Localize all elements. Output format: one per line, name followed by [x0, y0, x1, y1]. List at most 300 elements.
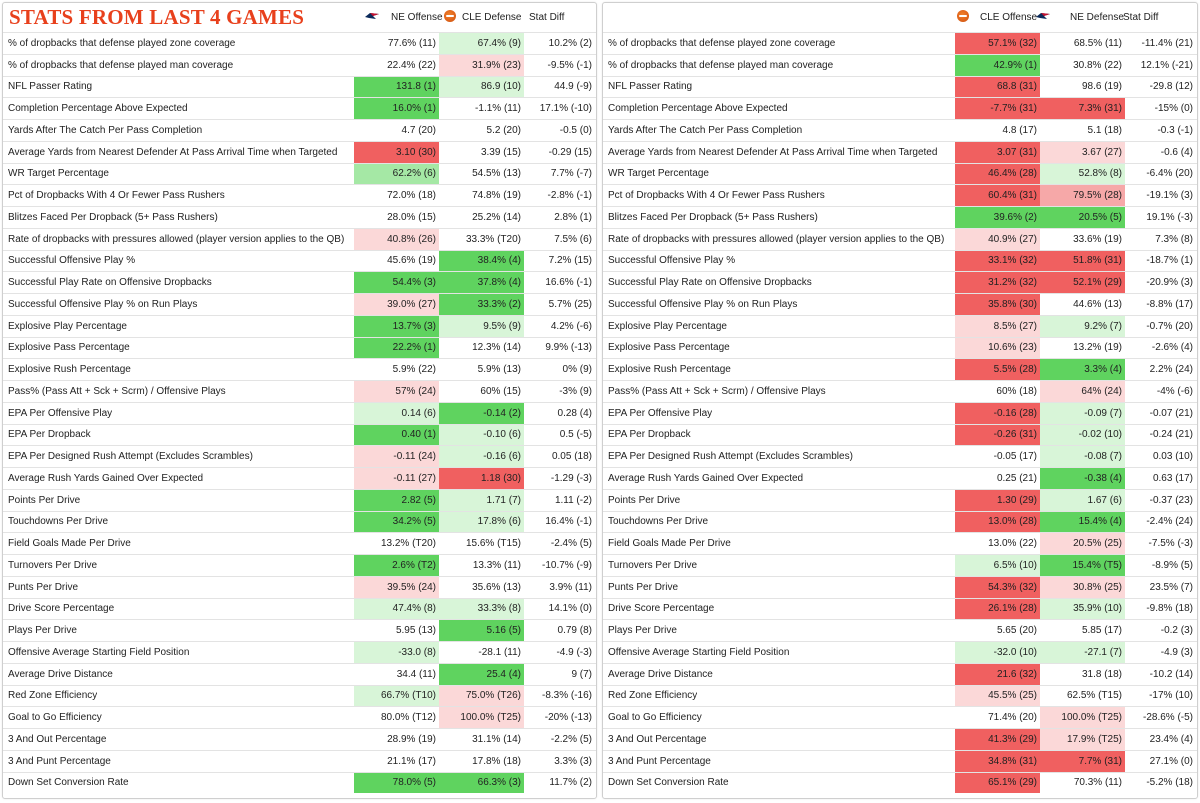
- stat-value-offense: 57% (24): [354, 381, 439, 402]
- stat-value-defense: 75.0% (T26): [439, 686, 524, 707]
- stat-diff-value: -19.1% (3): [1146, 190, 1193, 202]
- ne-offense-vs-cle-defense-table: [2, 2, 597, 799]
- stat-label: Goal to Go Efficiency: [8, 712, 102, 724]
- stat-label: % of dropbacks that defense played man coverage: [8, 59, 234, 71]
- stat-value-defense: -0.08 (7): [1040, 446, 1125, 467]
- stat-value-defense: 1.67 (6): [1040, 490, 1125, 511]
- stat-diff-value: 7.2% (15): [548, 255, 592, 267]
- stat-label: EPA Per Designed Rush Attempt (Excludes Scrambles): [8, 451, 253, 463]
- table-row: [3, 619, 596, 641]
- stat-value-defense: 37.8% (4): [439, 272, 524, 293]
- stat-label: Successful Offensive Play %: [608, 255, 736, 267]
- stat-value-defense: -0.10 (6): [439, 425, 524, 446]
- stat-value-defense: 54.5% (13): [472, 168, 521, 180]
- stat-value-defense: 3.3% (4): [1040, 359, 1125, 380]
- stat-value-offense: 5.95 (13): [395, 625, 436, 637]
- table-row: [603, 424, 1197, 446]
- stat-label: Goal to Go Efficiency: [608, 712, 702, 724]
- stat-label: Successful Play Rate on Offensive Dropbacks: [8, 277, 212, 289]
- table-row: [603, 141, 1197, 163]
- stat-label: Red Zone Efficiency: [608, 690, 698, 702]
- col-header-ne-defense: NE Defense: [1070, 12, 1124, 23]
- stat-value-offense: 62.2% (6): [354, 164, 439, 185]
- patriots-logo-icon: [364, 11, 380, 21]
- table-row: [603, 54, 1197, 76]
- stat-value-defense: 51.8% (31): [1040, 251, 1125, 272]
- stat-label: Successful Offensive Play % on Run Plays: [608, 298, 798, 310]
- stat-value-defense: 38.4% (4): [439, 251, 524, 272]
- stat-diff-value: 19.1% (-3): [1146, 211, 1193, 223]
- stat-value-defense: 15.4% (4): [1040, 512, 1125, 533]
- stat-label: Explosive Rush Percentage: [608, 364, 731, 376]
- stat-label: % of dropbacks that defense played zone coverage: [608, 37, 836, 49]
- stat-value-defense: 52.1% (29): [1040, 272, 1125, 293]
- stat-diff-value: -8.8% (17): [1146, 298, 1193, 310]
- stat-value-defense: 33.3% (2): [439, 294, 524, 315]
- stat-value-defense: 1.18 (30): [439, 468, 524, 489]
- table-row: [603, 532, 1197, 554]
- stat-value-defense: -0.09 (7): [1040, 403, 1125, 424]
- stat-label: Successful Offensive Play % on Run Plays: [8, 298, 198, 310]
- stat-label: Pct of Dropbacks With 4 Or Fewer Pass Rushers: [608, 190, 825, 202]
- stat-value-offense: -0.16 (28): [955, 403, 1040, 424]
- stat-diff-value: -5.2% (18): [1146, 777, 1193, 789]
- table-row: [3, 358, 596, 380]
- stat-value-defense: 25.2% (14): [472, 211, 521, 223]
- stat-value-defense: -28.1 (11): [478, 646, 521, 658]
- stat-value-offense: 22.4% (22): [387, 59, 436, 71]
- stat-label: Yards After The Catch Per Pass Completion: [608, 124, 803, 136]
- stat-value-offense: 39.6% (2): [955, 207, 1040, 228]
- stat-value-offense: 54.4% (3): [354, 272, 439, 293]
- stat-label: Average Yards from Nearest Defender At Pass Arrival Time when Targeted: [8, 146, 338, 158]
- stat-diff-value: 16.4% (-1): [545, 516, 592, 528]
- stat-diff-value: -0.24 (21): [1149, 429, 1193, 441]
- stat-diff-value: 17.1% (-10): [539, 103, 592, 115]
- table-header: [603, 3, 1197, 32]
- stat-value-offense: 10.6% (23): [955, 338, 1040, 359]
- table-row: [603, 228, 1197, 250]
- stat-diff-value: 4.2% (-6): [550, 320, 592, 332]
- table-row: [3, 141, 596, 163]
- stat-value-offense: -0.26 (31): [955, 425, 1040, 446]
- stat-value-defense: 62.5% (T15): [1066, 690, 1122, 702]
- stat-value-defense: 9.2% (7): [1040, 316, 1125, 337]
- stat-value-offense: 13.0% (22): [988, 538, 1037, 550]
- stat-value-defense: 68.5% (11): [1073, 37, 1122, 49]
- stat-label: WR Target Percentage: [608, 168, 709, 180]
- stat-value-defense: 67.4% (9): [439, 33, 524, 54]
- stat-diff-value: 1.11 (-2): [554, 494, 592, 506]
- table-row: [603, 685, 1197, 707]
- table-row: [3, 772, 596, 794]
- stat-diff-value: 5.7% (25): [548, 298, 592, 310]
- table-row: [3, 511, 596, 533]
- stat-diff-value: 7.7% (-7): [550, 168, 592, 180]
- stat-value-defense: 79.5% (28): [1040, 185, 1125, 206]
- stat-value-defense: 31.8 (18): [1081, 668, 1122, 680]
- stat-value-offense: 5.9% (22): [392, 364, 436, 376]
- stat-value-offense: 60% (18): [996, 385, 1037, 397]
- stat-value-offense: 131.8 (1): [354, 77, 439, 98]
- table-row: [3, 424, 596, 446]
- stat-diff-value: -8.9% (5): [1151, 559, 1193, 571]
- stat-label: % of dropbacks that defense played man coverage: [608, 59, 834, 71]
- stat-label: Explosive Pass Percentage: [8, 342, 130, 354]
- stat-diff-value: -20.9% (3): [1146, 277, 1193, 289]
- stat-label: Average Rush Yards Gained Over Expected: [8, 472, 204, 484]
- table-row: [603, 250, 1197, 272]
- stat-value-offense: 0.14 (6): [354, 403, 439, 424]
- stat-diff-value: -9.8% (18): [1146, 603, 1193, 615]
- stat-diff-value: 16.6% (-1): [545, 277, 592, 289]
- stat-label: Explosive Play Percentage: [8, 320, 127, 332]
- stat-diff-value: -10.7% (-9): [541, 559, 592, 571]
- table-row: [603, 706, 1197, 728]
- table-row: [603, 76, 1197, 98]
- stat-label: Explosive Pass Percentage: [608, 342, 730, 354]
- stat-diff-value: 44.9 (-9): [554, 81, 592, 93]
- table-row: [603, 32, 1197, 54]
- stat-value-defense: -0.16 (6): [439, 446, 524, 467]
- stat-value-defense: 35.6% (13): [472, 581, 521, 593]
- table-row: [3, 598, 596, 620]
- stat-diff-value: -9.5% (-1): [547, 59, 592, 71]
- stat-label: Turnovers Per Drive: [8, 559, 98, 571]
- table-row: [3, 402, 596, 424]
- stat-value-offense: 13.7% (3): [354, 316, 439, 337]
- stat-value-offense: 22.2% (1): [354, 338, 439, 359]
- table-row: [3, 119, 596, 141]
- stat-label: EPA Per Designed Rush Attempt (Excludes Scrambles): [608, 451, 853, 463]
- stat-value-defense: 3.39 (15): [480, 146, 521, 158]
- stat-diff-value: 27.1% (0): [1149, 755, 1193, 767]
- stat-label: Drive Score Percentage: [608, 603, 715, 615]
- stat-value-defense: 100.0% (T25): [439, 707, 524, 728]
- stat-label: EPA Per Offensive Play: [608, 407, 713, 419]
- stat-value-defense: 44.6% (13): [1073, 298, 1122, 310]
- stat-value-defense: 31.1% (14): [472, 733, 521, 745]
- stat-value-defense: 74.8% (19): [472, 190, 521, 202]
- stat-value-defense: 9.5% (9): [439, 316, 524, 337]
- stat-diff-value: -0.37 (23): [1149, 494, 1193, 506]
- stat-label: NFL Passer Rating: [8, 81, 93, 93]
- stat-label: Average Drive Distance: [8, 668, 113, 680]
- table-row: [603, 119, 1197, 141]
- stat-diff-value: 0.05 (18): [551, 451, 592, 463]
- stat-label: EPA Per Dropback: [8, 429, 91, 441]
- table-row: [603, 206, 1197, 228]
- table-row: [603, 184, 1197, 206]
- stat-value-defense: 20.5% (5): [1040, 207, 1125, 228]
- stat-value-offense: 4.7 (20): [401, 124, 436, 136]
- table-row: [3, 728, 596, 750]
- stat-value-defense: 70.3% (11): [1073, 777, 1122, 789]
- table-row: [603, 489, 1197, 511]
- stat-value-offense: 6.5% (10): [955, 555, 1040, 576]
- stat-diff-value: -28.6% (-5): [1142, 712, 1193, 724]
- table-row: [3, 576, 596, 598]
- stat-diff-value: -29.8 (12): [1149, 81, 1193, 93]
- stat-value-offense: 60.4% (31): [955, 185, 1040, 206]
- stat-diff-value: 9 (7): [571, 668, 592, 680]
- stat-value-offense: -7.7% (31): [955, 98, 1040, 119]
- stat-value-defense: 5.2 (20): [486, 124, 521, 136]
- stat-label: Turnovers Per Drive: [608, 559, 698, 571]
- stat-value-offense: 16.0% (1): [354, 98, 439, 119]
- stat-value-offense: 0.40 (1): [354, 425, 439, 446]
- stat-label: Touchdowns Per Drive: [8, 516, 109, 528]
- stat-value-defense: 17.8% (6): [439, 512, 524, 533]
- stat-label: NFL Passer Rating: [608, 81, 693, 93]
- stat-diff-value: 2.2% (24): [1149, 364, 1193, 376]
- stat-diff-value: -7.5% (-3): [1148, 538, 1193, 550]
- stat-label: Completion Percentage Above Expected: [8, 103, 188, 115]
- stat-label: 3 And Punt Percentage: [8, 755, 111, 767]
- stat-value-defense: -0.14 (2): [439, 403, 524, 424]
- stat-value-defense: 15.6% (T15): [465, 538, 521, 550]
- stat-diff-value: 0.79 (8): [557, 625, 592, 637]
- stat-value-defense: 33.3% (8): [439, 599, 524, 620]
- table-row: [3, 206, 596, 228]
- stats-rows: [3, 32, 596, 793]
- table-row: [603, 598, 1197, 620]
- stat-value-offense: -0.05 (17): [993, 451, 1037, 463]
- stat-diff-value: 2.8% (1): [554, 211, 592, 223]
- stat-value-defense: 31.9% (23): [439, 55, 524, 76]
- stat-value-offense: 39.5% (24): [354, 577, 439, 598]
- stat-label: Average Rush Yards Gained Over Expected: [608, 472, 804, 484]
- stat-diff-value: -4% (-6): [1156, 385, 1193, 397]
- stat-diff-value: -0.7% (20): [1146, 320, 1193, 332]
- stat-value-offense: -0.11 (27): [354, 468, 439, 489]
- table-row: [3, 184, 596, 206]
- stat-value-defense: 17.9% (T25): [1040, 729, 1125, 750]
- stat-value-defense: 64% (24): [1040, 381, 1125, 402]
- stat-label: Field Goals Made Per Drive: [8, 538, 131, 550]
- stat-label: 3 And Punt Percentage: [608, 755, 711, 767]
- stat-value-offense: 45.5% (25): [955, 686, 1040, 707]
- stat-value-offense: 3.07 (31): [955, 142, 1040, 163]
- table-row: [3, 706, 596, 728]
- stat-label: Down Set Conversion Rate: [8, 777, 129, 789]
- page-title: STATS FROM LAST 4 GAMES: [9, 5, 305, 29]
- table-row: [603, 576, 1197, 598]
- stat-diff-value: 0.5 (-5): [559, 429, 592, 441]
- stat-value-defense: -1.1% (11): [475, 103, 521, 115]
- stat-value-offense: 40.8% (26): [354, 229, 439, 250]
- stat-label: Explosive Play Percentage: [608, 320, 727, 332]
- stat-label: Explosive Rush Percentage: [8, 364, 131, 376]
- stat-value-defense: 3.67 (27): [1040, 142, 1125, 163]
- stat-diff-value: -4.9 (-3): [556, 646, 592, 658]
- stat-label: Rate of dropbacks with pressures allowed (player version applies to the QB): [8, 233, 345, 245]
- table-row: [603, 641, 1197, 663]
- stat-value-offense: 1.30 (29): [955, 490, 1040, 511]
- stat-value-defense: 33.6% (19): [1073, 233, 1122, 245]
- stat-value-defense: 5.1 (18): [1087, 124, 1122, 136]
- stat-diff-value: -1.29 (-3): [550, 472, 592, 484]
- stat-diff-value: -0.6 (4): [1160, 146, 1193, 158]
- table-row: [603, 663, 1197, 685]
- table-row: [3, 32, 596, 54]
- table-row: [3, 228, 596, 250]
- table-row: [603, 315, 1197, 337]
- stat-diff-value: -0.07 (21): [1149, 407, 1193, 419]
- table-row: [603, 728, 1197, 750]
- stat-label: Blitzes Faced Per Dropback (5+ Pass Rushers): [8, 211, 218, 223]
- col-header-stat-diff: Stat Diff: [529, 12, 565, 23]
- table-row: [3, 554, 596, 576]
- stat-label: Rate of dropbacks with pressures allowed (player version applies to the QB): [608, 233, 945, 245]
- table-row: [3, 750, 596, 772]
- stat-value-offense: 47.4% (8): [354, 599, 439, 620]
- stat-label: Red Zone Efficiency: [8, 690, 98, 702]
- stat-value-offense: 34.2% (5): [354, 512, 439, 533]
- stat-value-offense: 26.1% (28): [955, 599, 1040, 620]
- stat-value-offense: 40.9% (27): [955, 229, 1040, 250]
- stat-value-defense: -27.1 (7): [1040, 642, 1125, 663]
- table-row: [3, 337, 596, 359]
- stat-value-defense: 1.71 (7): [439, 490, 524, 511]
- stat-value-defense: 86.9 (10): [439, 77, 524, 98]
- table-row: [3, 163, 596, 185]
- stat-value-offense: 80.0% (T12): [380, 712, 436, 724]
- stat-label: Plays Per Drive: [8, 625, 77, 637]
- stat-value-offense: 21.1% (17): [387, 755, 436, 767]
- stat-value-defense: 33.3% (T20): [465, 233, 521, 245]
- stat-diff-value: 3.9% (11): [549, 581, 592, 593]
- stat-diff-value: -0.3 (-1): [1157, 124, 1193, 136]
- stat-label: Completion Percentage Above Expected: [608, 103, 788, 115]
- stat-diff-value: 11.7% (2): [549, 777, 592, 789]
- stat-value-defense: 100.0% (T25): [1040, 707, 1125, 728]
- stat-diff-value: -18.7% (1): [1146, 255, 1193, 267]
- stat-diff-value: 10.2% (2): [548, 37, 592, 49]
- stat-diff-value: -0.5 (0): [559, 124, 592, 136]
- stat-value-offense: -0.11 (24): [354, 446, 439, 467]
- stat-value-offense: 71.4% (20): [988, 712, 1037, 724]
- stat-value-offense: 2.6% (T2): [354, 555, 439, 576]
- stat-label: Successful Play Rate on Offensive Dropbacks: [608, 277, 812, 289]
- stat-value-defense: 25.4 (4): [439, 664, 524, 685]
- stat-value-offense: 34.8% (31): [955, 751, 1040, 772]
- stat-value-offense: 13.0% (28): [955, 512, 1040, 533]
- table-row: [603, 271, 1197, 293]
- stat-value-defense: 20.5% (25): [1040, 533, 1125, 554]
- stat-value-offense: 77.6% (11): [387, 37, 436, 49]
- stat-label: WR Target Percentage: [8, 168, 109, 180]
- table-row: [603, 402, 1197, 424]
- stat-label: Offensive Average Starting Field Position: [608, 646, 790, 658]
- browns-logo-icon: [957, 10, 969, 22]
- table-row: [603, 293, 1197, 315]
- stat-value-defense: 30.8% (22): [1073, 59, 1122, 71]
- table-row: [603, 772, 1197, 794]
- stat-label: Average Yards from Nearest Defender At Pass Arrival Time when Targeted: [608, 146, 938, 158]
- stat-label: Yards After The Catch Per Pass Completion: [8, 124, 203, 136]
- stat-value-defense: 35.9% (10): [1040, 599, 1125, 620]
- stat-value-defense: 7.3% (31): [1040, 98, 1125, 119]
- stat-diff-value: 7.5% (6): [554, 233, 592, 245]
- stat-label: EPA Per Offensive Play: [8, 407, 113, 419]
- table-row: [3, 97, 596, 119]
- stat-diff-value: -15% (0): [1154, 103, 1193, 115]
- stat-diff-value: -2.6% (4): [1151, 342, 1193, 354]
- stat-label: Points Per Drive: [8, 494, 81, 506]
- stat-value-offense: 28.0% (15): [387, 211, 436, 223]
- stat-label: Drive Score Percentage: [8, 603, 115, 615]
- stat-label: Blitzes Faced Per Dropback (5+ Pass Rushers): [608, 211, 818, 223]
- table-row: [3, 663, 596, 685]
- table-row: [603, 337, 1197, 359]
- stat-label: Punts Per Drive: [8, 581, 79, 593]
- stat-value-defense: 5.16 (5): [439, 620, 524, 641]
- table-row: [603, 358, 1197, 380]
- stat-value-defense: 13.3% (11): [472, 559, 521, 571]
- browns-logo-icon: [444, 10, 456, 22]
- table-row: [603, 445, 1197, 467]
- stat-diff-value: 0.63 (17): [1152, 472, 1193, 484]
- table-row: [3, 380, 596, 402]
- stat-value-offense: 0.25 (21): [996, 472, 1037, 484]
- table-row: [3, 445, 596, 467]
- stat-value-defense: 30.8% (25): [1040, 577, 1125, 598]
- stat-diff-value: 14.1% (0): [548, 603, 592, 615]
- table-row: [603, 554, 1197, 576]
- stat-value-defense: 12.3% (14): [472, 342, 521, 354]
- stat-diff-value: -20% (-13): [544, 712, 592, 724]
- stat-diff-value: -17% (10): [1149, 690, 1193, 702]
- stat-value-offense: -32.0 (10): [955, 642, 1040, 663]
- stat-value-offense: 3.10 (30): [354, 142, 439, 163]
- stat-value-defense: -0.38 (4): [1040, 468, 1125, 489]
- table-row: [3, 641, 596, 663]
- stat-diff-value: 23.4% (4): [1149, 733, 1193, 745]
- stat-label: EPA Per Dropback: [608, 429, 691, 441]
- stat-value-offense: 78.0% (5): [354, 773, 439, 794]
- stat-label: Average Drive Distance: [608, 668, 713, 680]
- stat-value-offense: 21.6 (32): [955, 664, 1040, 685]
- stat-diff-value: 0.28 (4): [557, 407, 592, 419]
- stat-value-defense: 17.8% (18): [472, 755, 521, 767]
- stat-diff-value: 7.3% (8): [1155, 233, 1193, 245]
- table-row: [603, 750, 1197, 772]
- stat-value-offense: 72.0% (18): [387, 190, 436, 202]
- stats-rows: [603, 32, 1197, 793]
- stat-label: % of dropbacks that defense played zone coverage: [8, 37, 236, 49]
- stat-value-defense: 60% (15): [480, 385, 521, 397]
- stat-diff-value: -8.3% (-16): [541, 690, 592, 702]
- stat-label: Down Set Conversion Rate: [608, 777, 729, 789]
- table-row: [3, 467, 596, 489]
- stat-value-defense: 5.85 (17): [1081, 625, 1122, 637]
- stat-diff-value: -2.2% (5): [550, 733, 592, 745]
- stat-diff-value: -3% (9): [559, 385, 592, 397]
- stat-diff-value: -2.4% (5): [550, 538, 592, 550]
- table-row: [3, 293, 596, 315]
- col-header-stat-diff: Stat Diff: [1123, 12, 1159, 23]
- stat-diff-value: 12.1% (-21): [1140, 59, 1193, 71]
- stat-value-offense: 13.2% (T20): [380, 538, 436, 550]
- stat-value-defense: 15.4% (T5): [1040, 555, 1125, 576]
- stat-value-offense: 66.7% (T10): [354, 686, 439, 707]
- stat-value-offense: 2.82 (5): [354, 490, 439, 511]
- stat-value-offense: 34.4 (11): [396, 668, 436, 680]
- cle-offense-vs-ne-defense-table: [602, 2, 1198, 799]
- table-row: [603, 511, 1197, 533]
- stat-label: Points Per Drive: [608, 494, 681, 506]
